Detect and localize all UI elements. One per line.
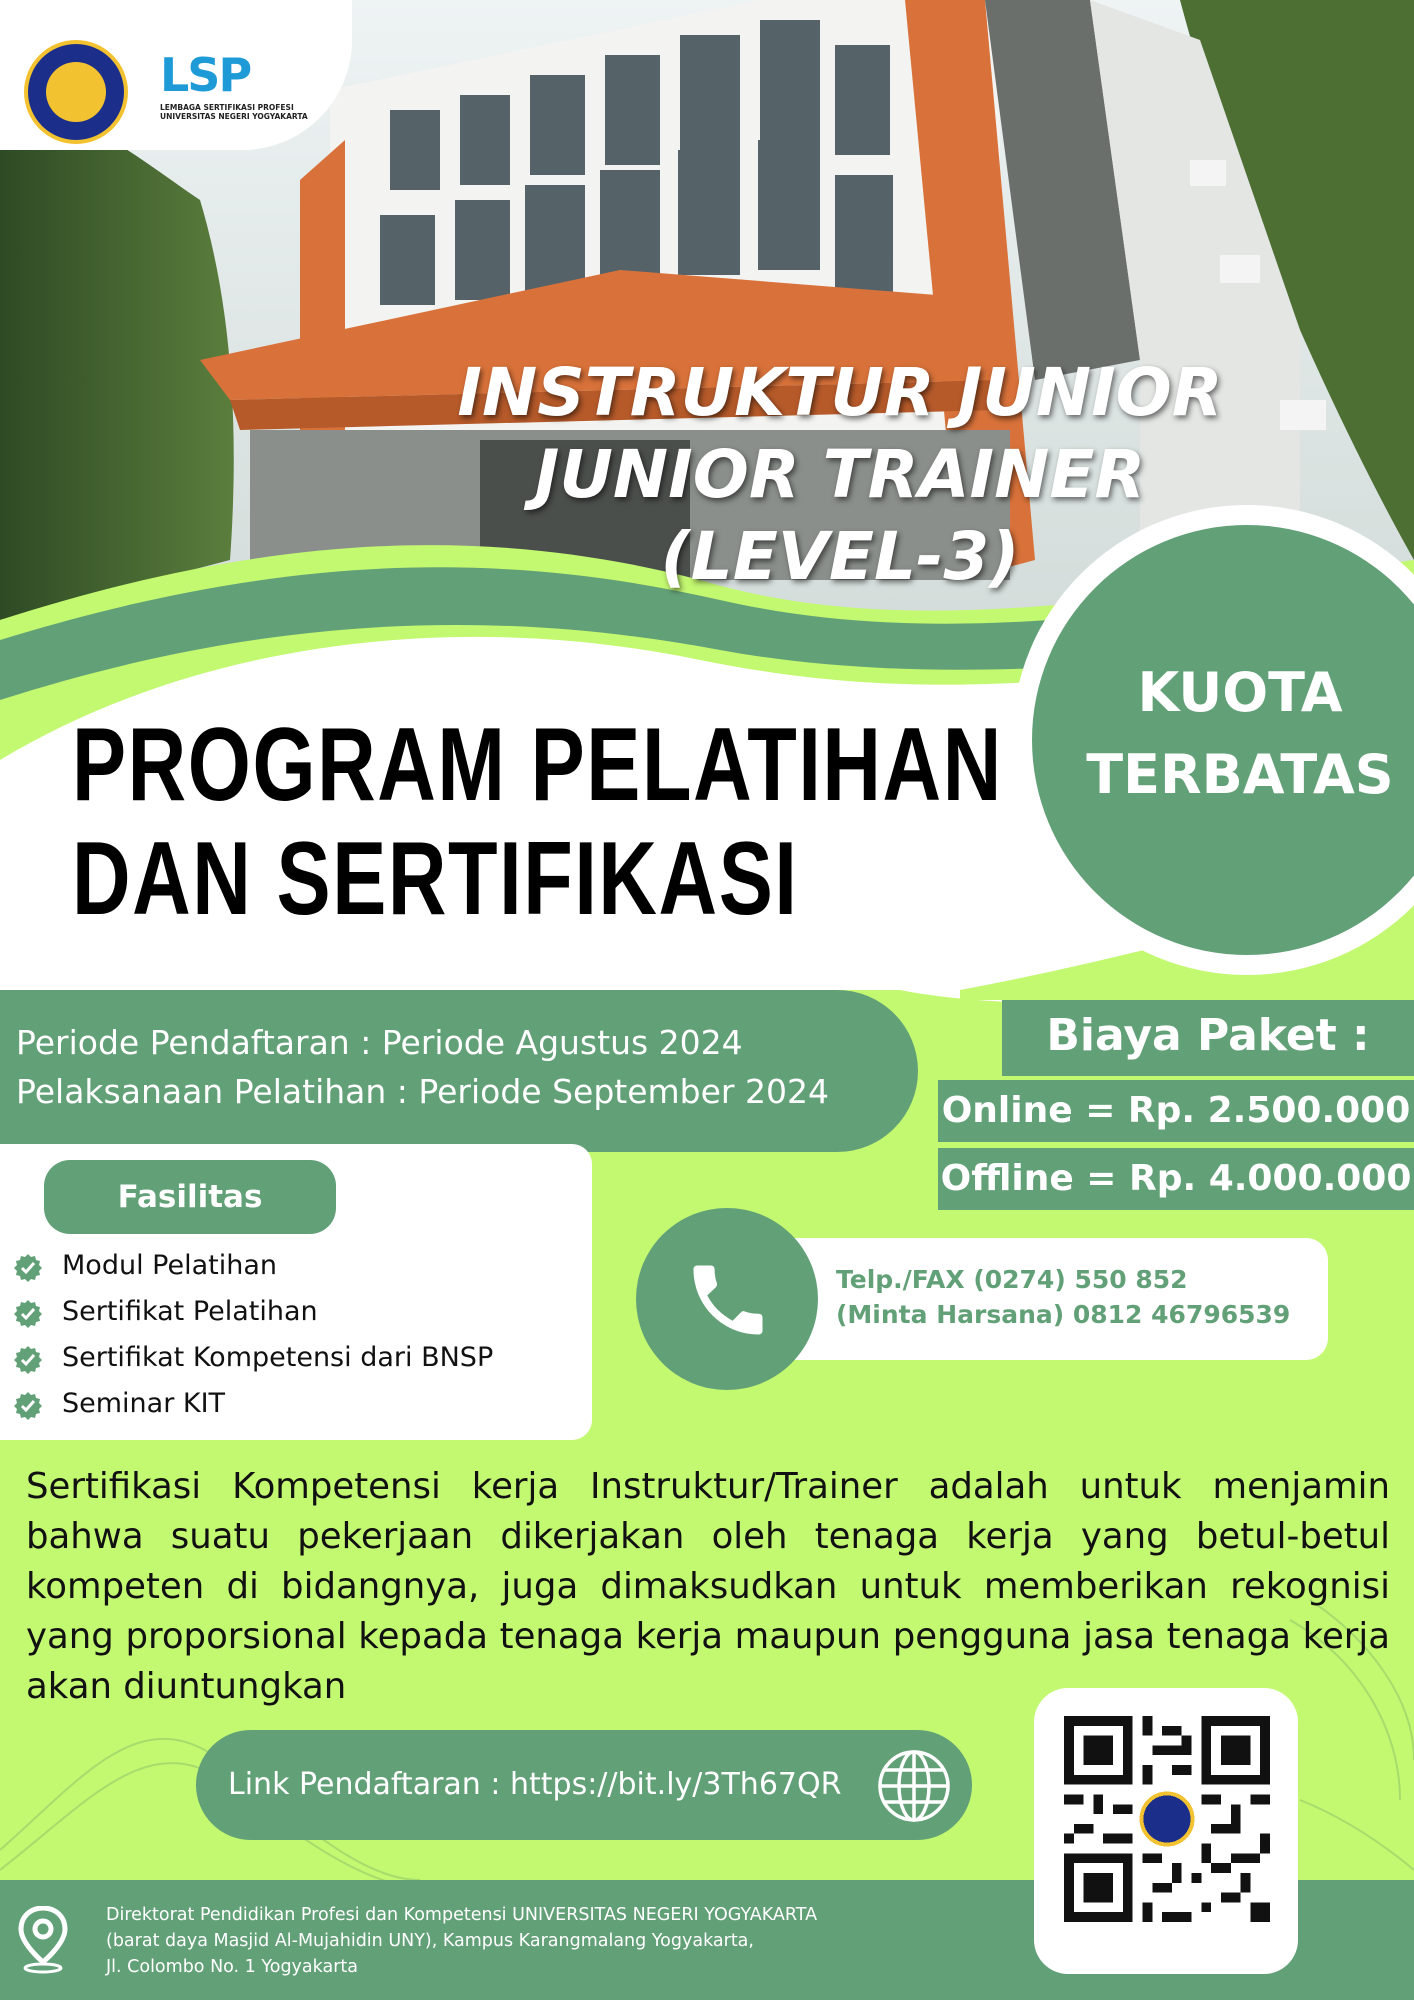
phone-icon: [682, 1254, 774, 1346]
main-title-line-2: DAN SERTIFIKASI: [72, 821, 799, 937]
biaya-offline: Offline = Rp. 4.000.000: [940, 1158, 1412, 1199]
title-line-2: JUNIOR TRAINER: [534, 436, 1146, 513]
main-title: [72, 707, 1003, 937]
kuota-badge-text: [1040, 652, 1414, 816]
title-line-1: INSTRUKTUR JUNIOR: [457, 354, 1223, 431]
check-icon: [12, 1252, 44, 1284]
biaya-heading: Biaya Paket :: [1046, 1010, 1370, 1061]
fasilitas-item: Sertifikat Kompetensi dari BNSP: [62, 1342, 494, 1373]
fasilitas-item: Sertifikat Pelatihan: [62, 1296, 318, 1327]
check-icon: [12, 1298, 44, 1330]
check-icon: [12, 1344, 44, 1376]
footer-line-1: Direktorat Pendidikan Profesi dan Kompetensi UNIVERSITAS NEGERI YOGYAKARTA: [106, 1905, 818, 1925]
periode-text: [16, 1018, 916, 1116]
biaya-online: Online = Rp. 2.500.000: [941, 1090, 1411, 1131]
contact-telp[interactable]: Telp./FAX (0274) 550 852: [836, 1265, 1188, 1294]
globe-icon: [876, 1748, 952, 1824]
fasilitas-item: Modul Pelatihan: [62, 1250, 277, 1281]
footer-address: [106, 1902, 817, 1980]
kuota-line-1: KUOTA: [1137, 661, 1343, 724]
periode-pelaksanaan: Pelaksanaan Pelatihan : Periode September 2024: [16, 1072, 829, 1111]
contact-text: [836, 1262, 1290, 1332]
lsp-subtitle-line2: UNIVERSITAS NEGERI YOGYAKARTA: [160, 112, 308, 121]
contact-person[interactable]: (Minta Harsana) 0812 46796539: [836, 1300, 1291, 1329]
check-icon: [12, 1390, 44, 1422]
main-title-line-1: PROGRAM PELATIHAN: [72, 707, 1003, 823]
periode-pendaftaran: Periode Pendaftaran : Periode Agustus 2024: [16, 1023, 743, 1062]
lsp-logo: [160, 48, 308, 130]
fasilitas-title: Fasilitas: [117, 1179, 263, 1215]
description: Sertifikasi Kompetensi kerja Instruktur/Trainer adalah untuk menjamin bahwa suatu pekerjaan dikerjakan oleh tenaga kerja yang betul-betul kompeten di bidangnya, juga dimaksudkan untuk memberikan rekognisi yang proporsional kepada tenaga kerja maupun pengguna jasa tenaga kerja akan diuntungkan: [26, 1466, 1390, 1707]
kuota-line-2: TERBATAS: [1086, 743, 1394, 806]
footer-line-3: Jl. Colombo No. 1 Yogyakarta: [106, 1957, 358, 1977]
registration-link[interactable]: Link Pendaftaran : https://bit.ly/3Th67QR: [228, 1767, 842, 1802]
qr-code[interactable]: [1064, 1716, 1270, 1922]
lsp-subtitle: [160, 103, 308, 121]
uny-seal-logo: [24, 40, 128, 144]
footer-line-2: (barat daya Masjid Al-Mujahidin UNY), Kampus Karangmalang Yogyakarta,: [106, 1931, 754, 1951]
location-pin-icon: [18, 1906, 68, 1974]
lsp-mark: LSP: [160, 48, 251, 102]
lsp-subtitle-line1: LEMBAGA SERTIFIKASI PROFESI: [160, 103, 294, 112]
phone-badge: [636, 1208, 818, 1390]
fasilitas-item: Seminar KIT: [62, 1388, 226, 1419]
title-line-3: (LEVEL-3): [660, 518, 1020, 595]
